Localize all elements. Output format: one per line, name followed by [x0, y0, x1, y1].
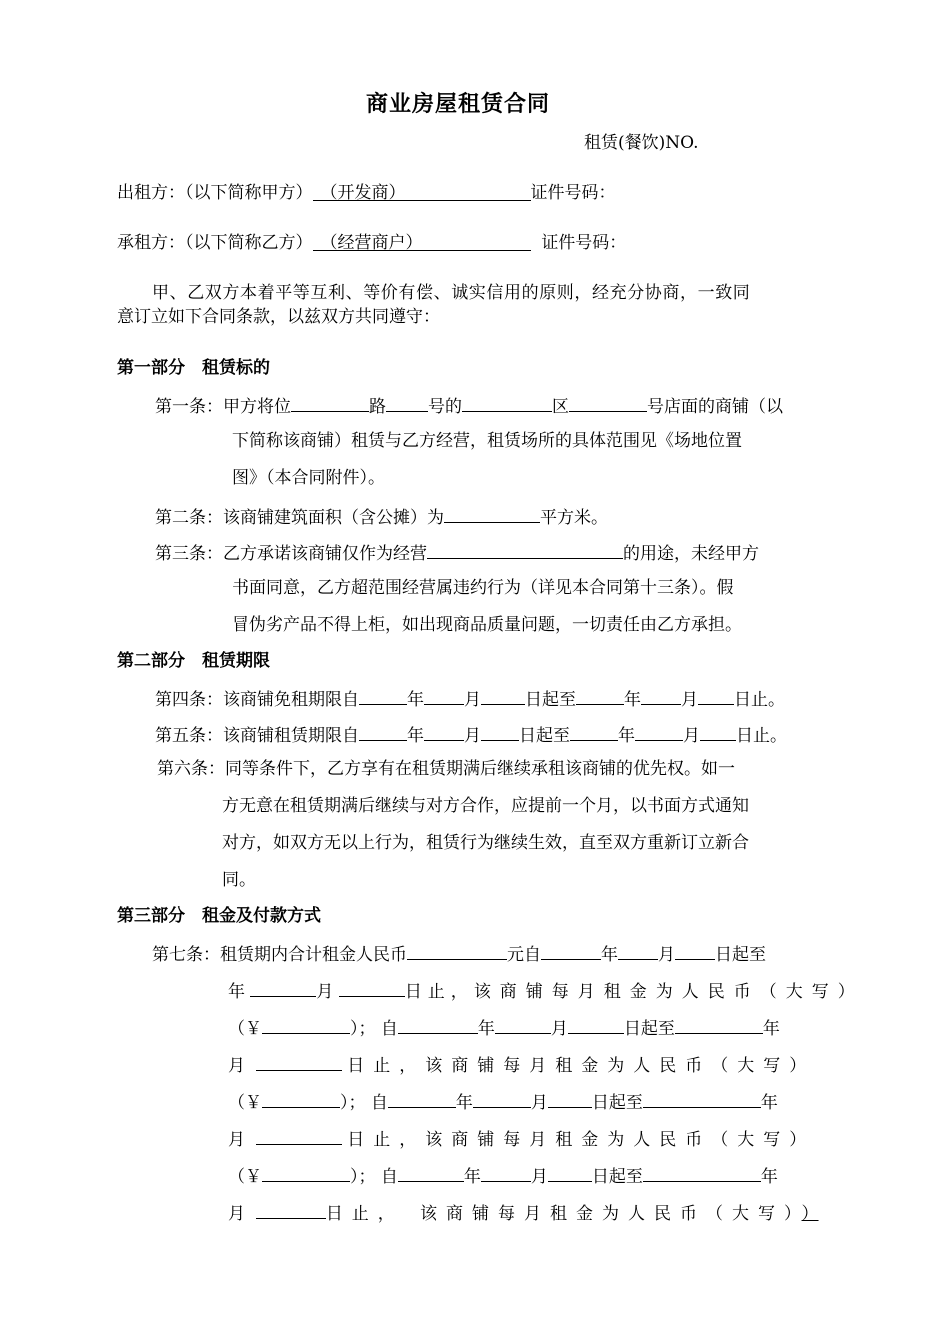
- article-5: 第五条：该商铺租赁期限自 年 月 日起至 年 月 日止。: [155, 722, 787, 747]
- monthly-rent-2[interactable]: [262, 1089, 340, 1108]
- part1-heading: 第一部分 租赁标的: [117, 358, 270, 378]
- free-start-day[interactable]: [481, 686, 525, 705]
- period3-start-month[interactable]: [481, 1163, 531, 1182]
- contract-number: 租赁(餐饮)NO.: [584, 133, 699, 153]
- road-field[interactable]: [291, 393, 369, 412]
- lease-start-day[interactable]: [481, 722, 519, 741]
- total-rent-field[interactable]: [407, 941, 507, 960]
- rent-end-month[interactable]: [250, 978, 316, 997]
- free-start-month[interactable]: [424, 686, 464, 705]
- period1-end-year[interactable]: [675, 1015, 763, 1034]
- document-title: 商业房屋租赁合同: [366, 92, 551, 117]
- business-use-field[interactable]: [427, 540, 623, 559]
- period3-start-day[interactable]: [548, 1163, 592, 1182]
- article-6-line-3: 对方，如双方无以上行为，租赁行为继续生效，直至双方重新订立新合: [222, 833, 749, 853]
- article-7-line-8: 月 日止， 该商铺每月租金为人民币（大写））: [228, 1200, 819, 1225]
- article-1-line-2: 下简称该商铺）租赁与乙方经营，租赁场所的具体范围见《场地位置: [232, 431, 742, 451]
- intro-line-1: 甲、乙双方本着平等互利、等价有偿、诚实信用的原则，经充分协商，一致同: [152, 283, 751, 303]
- article-6-line-4: 同。: [222, 870, 256, 890]
- article-7-line-3: （￥ ）； 自 年 月 日起至 年: [228, 1015, 780, 1040]
- shop-number-field[interactable]: [569, 393, 647, 412]
- road-number-field[interactable]: [386, 393, 428, 412]
- period2-start-month[interactable]: [473, 1089, 531, 1108]
- period1-end-day[interactable]: [256, 1052, 342, 1071]
- monthly-rent-1[interactable]: [262, 1015, 350, 1034]
- lessee-label: 承租方：（以下简称乙方）: [117, 233, 313, 253]
- lessee-id-label: 证件号码：: [541, 233, 627, 253]
- district-field[interactable]: [462, 393, 552, 412]
- rent-start-month[interactable]: [618, 941, 658, 960]
- article-7-line-5: （￥ ）； 自 年 月 日起至 年: [228, 1089, 778, 1114]
- lessor-label: 出租方：（以下简称甲方）: [117, 183, 313, 203]
- period2-end-day[interactable]: [256, 1126, 342, 1145]
- free-end-year[interactable]: [576, 686, 624, 705]
- monthly-rent-3[interactable]: [262, 1163, 350, 1182]
- free-start-year[interactable]: [359, 686, 407, 705]
- part2-heading: 第二部分 租赁期限: [117, 651, 270, 671]
- article-2: 第二条：该商铺建筑面积（含公摊）为 平方米。: [155, 504, 608, 529]
- article-1-line-3: 图》（本合同附件）。: [232, 468, 385, 488]
- lease-start-month[interactable]: [424, 722, 464, 741]
- intro-line-2: 意订立如下合同条款，以兹双方共同遵守：: [117, 307, 440, 327]
- period1-start-day[interactable]: [568, 1015, 624, 1034]
- lessor-field[interactable]: （开发商）: [313, 182, 531, 201]
- rent-start-year[interactable]: [541, 941, 601, 960]
- free-end-month[interactable]: [641, 686, 681, 705]
- period3-start-year[interactable]: [398, 1163, 464, 1182]
- lease-end-month[interactable]: [635, 722, 683, 741]
- lessee-field[interactable]: （经营商户）: [313, 232, 531, 251]
- lease-end-day[interactable]: [700, 722, 736, 741]
- lessor-line: [117, 182, 616, 204]
- article-3-line-3: 冒伪劣产品不得上柜，如出现商品质量问题，一切责任由乙方承担。: [232, 615, 742, 635]
- period1-start-month[interactable]: [495, 1015, 551, 1034]
- part3-heading: 第三部分 租金及付款方式: [117, 906, 321, 926]
- area-field[interactable]: [444, 504, 540, 523]
- article-6-line-1: 第六条：同等条件下，乙方享有在租赁期满后继续承租该商铺的优先权。如一: [157, 759, 735, 779]
- article-4: 第四条：该商铺免租期限自 年 月 日起至 年 月 日止。: [155, 686, 785, 711]
- article-7-line-7: （￥ ）； 自 年 月 日起至 年: [228, 1163, 778, 1188]
- period2-start-day[interactable]: [548, 1089, 592, 1108]
- period1-start-year[interactable]: [398, 1015, 478, 1034]
- free-end-day[interactable]: [698, 686, 734, 705]
- article-3-line-1: 第三条：乙方承诺该商铺仅作为经营 的用途，未经甲方: [155, 540, 759, 565]
- period2-start-year[interactable]: [388, 1089, 456, 1108]
- article-6-line-2: 方无意在租赁期满后继续与对方合作，应提前一个月，以书面方式通知: [222, 796, 749, 816]
- article-7-line-1: 第七条：租赁期内合计租金人民币 元自 年 月 日起至: [152, 941, 766, 966]
- period3-end-day[interactable]: [256, 1200, 326, 1219]
- article-7-line-2: 年 月 日止，该商铺每月租金为人民币（大写）: [228, 978, 864, 1003]
- article-7-line-4: 月 日止，该商铺每月租金为人民币（大写）: [228, 1052, 815, 1077]
- lease-start-year[interactable]: [359, 722, 407, 741]
- article-1-line-1: 第一条：甲方将位 路 号的 区 号店面的商铺（以: [155, 393, 783, 418]
- period2-end-year[interactable]: [643, 1089, 761, 1108]
- lease-end-year[interactable]: [570, 722, 618, 741]
- lessee-line: [117, 232, 626, 254]
- rent-start-day[interactable]: [675, 941, 715, 960]
- article-7-line-6: 月 日止，该商铺每月租金为人民币（大写）: [228, 1126, 815, 1151]
- rent-end-day[interactable]: [339, 978, 405, 997]
- article-3-line-2: 书面同意，乙方超范围经营属违约行为（详见本合同第十三条）。假: [232, 578, 734, 598]
- period3-end-year[interactable]: [643, 1163, 761, 1182]
- lessor-id-label: 证件号码：: [530, 183, 616, 203]
